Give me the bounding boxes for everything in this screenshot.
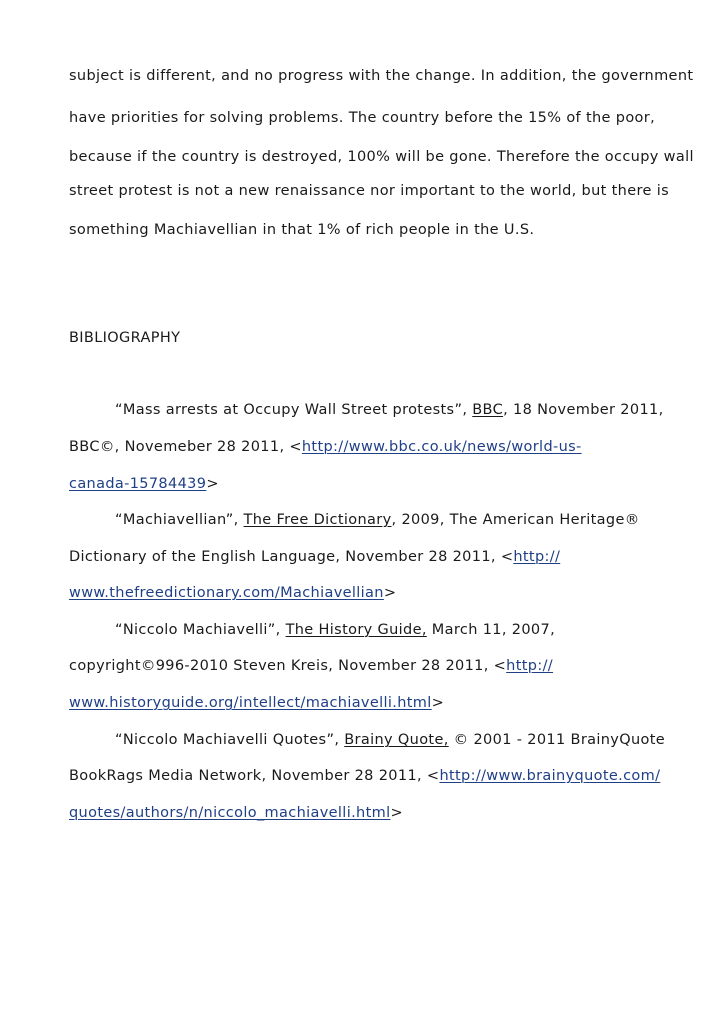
bib-entry-2-line-3 xyxy=(69,584,396,602)
bib-link[interactable]: canada-15784439 xyxy=(69,476,207,492)
bib-entry-2-line-2 xyxy=(69,548,560,566)
bib-link[interactable]: www.historyguide.org/intellect/machiavelli.html xyxy=(69,695,432,711)
bibliography-heading: BIBLIOGRAPHY xyxy=(69,330,181,346)
bib-entry-text: © 2001 - 2011 BrainyQuote xyxy=(448,732,666,748)
bib-entry-1-line-3 xyxy=(69,475,219,493)
bib-entry-text: > xyxy=(390,805,403,821)
bib-entry-4-line-3 xyxy=(69,804,403,822)
bib-entry-3-line-1 xyxy=(115,621,555,639)
bib-entry-4-line-1 xyxy=(115,731,665,749)
bib-entry-3-line-3 xyxy=(69,694,444,712)
paragraph-line: street protest is not a new renaissance nor important to the world, but there is xyxy=(69,183,669,199)
bib-source-title: Brainy Quote, xyxy=(344,732,449,748)
bib-entry-1-line-2 xyxy=(69,438,582,456)
bib-entry-text: “Machiavellian”, xyxy=(115,512,244,528)
bib-source-title: BBC xyxy=(472,402,504,418)
bib-link[interactable]: www.thefreedictionary.com/Machiavellian xyxy=(69,585,384,601)
bib-entry-text: Dictionary of the English Language, November 28 2011, < xyxy=(69,549,514,565)
bib-entry-text: BookRags Media Network, November 28 2011, < xyxy=(69,768,440,784)
paragraph-line: subject is different, and no progress with the change. In addition, the government xyxy=(69,68,694,84)
bib-entry-text: “Mass arrests at Occupy Wall Street protests”, xyxy=(115,402,473,418)
bib-entry-text: > xyxy=(431,695,445,711)
bib-entry-text: March 11, 2007, xyxy=(426,622,556,638)
bib-entry-2-line-1 xyxy=(115,511,640,529)
bib-link[interactable]: quotes/authors/n/niccolo_machiavelli.html xyxy=(69,805,391,821)
bib-entry-text: > xyxy=(383,585,397,601)
bib-source-title: The Free Dictionary xyxy=(243,512,392,528)
bib-entry-text: > xyxy=(206,476,219,492)
bib-entry-text: “Niccolo Machiavelli”, xyxy=(115,622,286,638)
bib-entry-text: , 18 November 2011, xyxy=(503,402,664,418)
bib-entry-1-line-1 xyxy=(115,401,664,419)
bib-link[interactable]: http:// xyxy=(506,658,554,674)
bib-link[interactable]: http:// xyxy=(513,549,561,565)
bib-entry-text: copyright©996-2010 Steven Kreis, November 28 2011, < xyxy=(69,658,507,674)
bib-entry-text: “Niccolo Machiavelli Quotes”, xyxy=(115,732,345,748)
bib-link[interactable]: http://www.brainyquote.com/ xyxy=(439,768,661,784)
bib-entry-text: , 2009, The American Heritage® xyxy=(391,512,640,528)
paragraph-line: have priorities for solving problems. The country before the 15% of the poor, xyxy=(69,110,656,126)
paragraph-line: because if the country is destroyed, 100% will be gone. Therefore the occupy wall xyxy=(69,149,694,165)
bib-link[interactable]: http://www.bbc.co.uk/news/world-us- xyxy=(301,439,582,455)
bib-entry-3-line-2 xyxy=(69,657,553,675)
bib-source-title: The History Guide, xyxy=(285,622,427,638)
bib-entry-text: BBC©, Novemeber 28 2011, < xyxy=(69,439,302,455)
paragraph-line: something Machiavellian in that 1% of rich people in the U.S. xyxy=(69,222,535,238)
bib-entry-4-line-2 xyxy=(69,767,660,785)
